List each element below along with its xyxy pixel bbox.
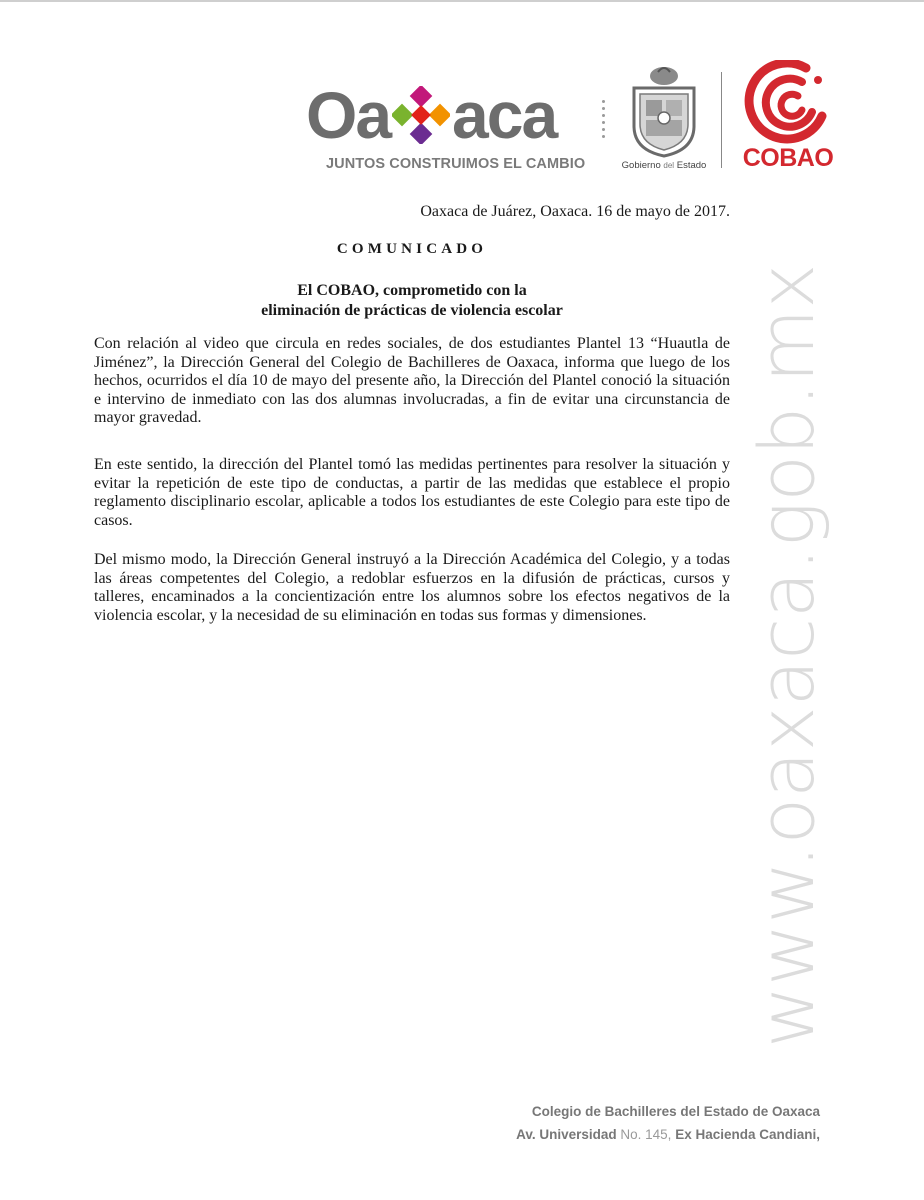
state-coat-of-arms-icon — [618, 62, 710, 158]
paragraph-1: Con relación al video que circula en redes sociales, de dos estudiantes Plantel 13 “Huautla de Jiménez”, la Dirección General del Colegio de Bachilleres de Oaxaca, informa que luego de los hechos, ocurridos el día 10 de mayo del presente año, la Dirección del Plantel conoció la situación e intervino de inmediato con las dos alumnas involucradas, a fin de evitar una circunstancia de mayor gravedad. — [94, 335, 730, 427]
dotted-divider — [600, 100, 606, 150]
oaxaca-flower-icon — [392, 86, 450, 144]
vertical-divider — [721, 72, 722, 168]
cobao-label: COBAO — [742, 144, 834, 172]
cobao-swirl-icon — [742, 60, 834, 144]
gobierno-logo — [618, 62, 710, 174]
oaxaca-word-right: aca — [452, 78, 557, 152]
subtitle-line-2: eliminación de prácticas de violencia escolar — [261, 302, 563, 319]
website-watermark: www.oaxaca.gob.mx — [742, 263, 831, 1048]
document-subtitle — [92, 281, 732, 321]
document-heading: COMUNICADO — [336, 241, 488, 257]
paragraph-2: En este sentido, la dirección del Plantel tomó las medidas pertinentes para resolver la situación y evitar la repetición de este tipo de conductas, a partir de las medidas que establece el propio reglamento disciplinario escolar, aplicable a todos los estudiantes de este Colegio para este tipo de casos. — [94, 456, 730, 529]
footer-institution: Colegio de Bachilleres del Estado de Oaxaca — [531, 1104, 820, 1119]
subtitle-line-1: El COBAO, comprometido con la — [297, 282, 527, 299]
document-date: Oaxaca de Juárez, Oaxaca. 16 de mayo de 2017. — [420, 203, 730, 220]
oaxaca-wordmark — [306, 78, 557, 152]
oaxaca-tagline: JUNTOS CONSTRUIMOS EL CAMBIO — [326, 156, 586, 172]
oaxaca-logo — [306, 78, 596, 176]
gobierno-label: Gobierno del Estado — [621, 160, 707, 171]
oaxaca-word-left: Oa — [306, 78, 391, 152]
footer-address — [440, 1100, 820, 1146]
paragraph-3: Del mismo modo, la Dirección General instruyó a la Dirección Académica del Colegio, y a todas las áreas competentes del Colegio, a redoblar esfuerzos en la difusión de prácticas, cursos y talleres, encaminados a la concientización entre los alumnos sobre los efectos negativos de la violencia escolar, y la necesidad de su eliminación en todas sus formas y dimensiones. — [94, 551, 730, 624]
cobao-logo — [742, 60, 834, 176]
top-border — [0, 0, 924, 2]
footer-street: Av. Universidad No. 145, Ex Hacienda Candiani, — [516, 1127, 820, 1142]
